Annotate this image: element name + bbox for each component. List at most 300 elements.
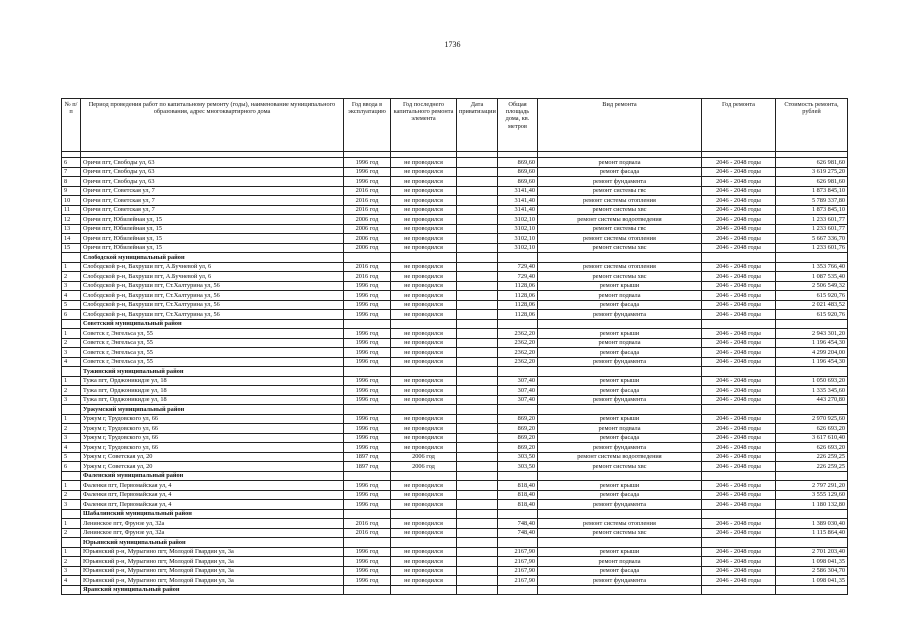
section-title: Уржумский муниципальный район — [81, 405, 344, 415]
cell-repair-kind: ремонт системы водоотведения — [538, 215, 702, 225]
cell-repair-kind: ремонт фундамента — [538, 177, 702, 187]
cell-commission-year: 2006 год — [344, 224, 391, 234]
cell-repair-period: 2046 - 2048 годы — [702, 357, 776, 367]
cell-address: Оричи пгт, Советская ул, 7 — [81, 196, 344, 206]
table-row — [62, 234, 848, 244]
cell-commission-year: 1996 год — [344, 566, 391, 576]
cell-repair-cost: 626 693,20 — [776, 443, 848, 453]
empty-cell — [776, 253, 848, 263]
cell-repair-cost: 443 270,80 — [776, 395, 848, 405]
cell-last-repair: не проводился — [391, 272, 457, 282]
header-commission-year: Год ввода в эксплуатацию — [344, 99, 391, 152]
cell-total-area: 869,20 — [498, 433, 538, 443]
cell-repair-cost: 1 196 454,30 — [776, 338, 848, 348]
empty-cell — [498, 471, 538, 481]
cell-repair-kind: ремонт крыши — [538, 281, 702, 291]
cell-number: 4 — [62, 576, 81, 586]
cell-repair-kind: ремонт фасада — [538, 300, 702, 310]
cell-address: Фаленки пгт, Первомайская ул, 4 — [81, 490, 344, 500]
cell-commission-year: 2016 год — [344, 519, 391, 529]
empty-cell — [702, 471, 776, 481]
cell-repair-cost: 1 115 864,40 — [776, 528, 848, 538]
cell-number: 12 — [62, 215, 81, 225]
cell-privatization-date — [457, 196, 498, 206]
cell-last-repair: 2006 год — [391, 462, 457, 472]
cell-address: Оричи пгт, Советская ул, 7 — [81, 186, 344, 196]
cell-number: 1 — [62, 547, 81, 557]
section-title: Яранский муниципальный район — [81, 585, 344, 595]
cell-total-area: 818,40 — [498, 500, 538, 510]
cell-repair-kind: ремонт системы водоотведения — [538, 452, 702, 462]
cell-number: 1 — [62, 481, 81, 491]
cell-last-repair: не проводился — [391, 177, 457, 187]
cell-repair-cost: 1 087 535,40 — [776, 272, 848, 282]
cell-total-area: 869,60 — [498, 167, 538, 177]
cell-address: Слободской р-н, Вахруши пгт, А.Бучневой ул, 6 — [81, 272, 344, 282]
table-row — [62, 272, 848, 282]
cell-last-repair: не проводился — [391, 158, 457, 168]
cell-commission-year: 1996 год — [344, 291, 391, 301]
cell-privatization-date — [457, 262, 498, 272]
cell-total-area: 1128,06 — [498, 291, 538, 301]
cell-repair-kind: ремонт фундамента — [538, 357, 702, 367]
cell-last-repair: не проводился — [391, 310, 457, 320]
cell-last-repair: не проводился — [391, 490, 457, 500]
table-row — [62, 386, 848, 396]
cell-privatization-date — [457, 234, 498, 244]
cell-commission-year: 1996 год — [344, 158, 391, 168]
empty-cell — [776, 319, 848, 329]
cell-last-repair: не проводился — [391, 395, 457, 405]
cell-total-area: 3141,40 — [498, 196, 538, 206]
cell-address: Оричи пгт, Свободы ул, 63 — [81, 158, 344, 168]
section-title: Слободской муниципальный район — [81, 253, 344, 263]
empty-cell — [702, 319, 776, 329]
table-row — [62, 243, 848, 253]
table-row — [62, 557, 848, 567]
cell-repair-period: 2046 - 2048 годы — [702, 215, 776, 225]
table-row — [62, 310, 848, 320]
section-title: Тужинский муниципальный район — [81, 367, 344, 377]
cell-address: Оричи пгт, Свободы ул, 63 — [81, 167, 344, 177]
cell-total-area: 3141,40 — [498, 205, 538, 215]
cell-number: 2 — [62, 386, 81, 396]
cell-repair-cost: 226 259,25 — [776, 452, 848, 462]
cell-repair-cost: 3 555 129,60 — [776, 490, 848, 500]
table-row — [62, 462, 848, 472]
empty-cell — [498, 367, 538, 377]
cell-repair-cost: 1 098 041,35 — [776, 576, 848, 586]
cell-commission-year: 2006 год — [344, 215, 391, 225]
cell-last-repair: не проводился — [391, 329, 457, 339]
cell-repair-period: 2046 - 2048 годы — [702, 272, 776, 282]
cell-repair-kind: ремонт подвала — [538, 557, 702, 567]
header-repair-period: Год ремонта — [702, 99, 776, 152]
cell-commission-year: 1996 год — [344, 424, 391, 434]
empty-cell — [498, 509, 538, 519]
cell-address: Слободской р-н, Вахруши пгт, А.Бучневой ул, 6 — [81, 262, 344, 272]
cell-repair-kind: ремонт фасада — [538, 167, 702, 177]
cell-number — [62, 538, 81, 548]
empty-cell — [538, 538, 702, 548]
table-row — [62, 205, 848, 215]
table-row — [62, 395, 848, 405]
empty-cell — [344, 509, 391, 519]
empty-cell — [391, 509, 457, 519]
cell-repair-cost: 1 233 601,77 — [776, 224, 848, 234]
cell-privatization-date — [457, 490, 498, 500]
table-row — [62, 481, 848, 491]
cell-repair-kind: ремонт системы хвс — [538, 272, 702, 282]
cell-total-area: 869,20 — [498, 414, 538, 424]
cell-address: Слободской р-н, Вахруши пгт, Ст.Халтурина ул, 56 — [81, 291, 344, 301]
cell-number: 3 — [62, 281, 81, 291]
cell-repair-period: 2046 - 2048 годы — [702, 566, 776, 576]
cell-repair-period: 2046 - 2048 годы — [702, 329, 776, 339]
cell-number: 6 — [62, 158, 81, 168]
cell-privatization-date — [457, 395, 498, 405]
cell-address: Слободской р-н, Вахруши пгт, Ст.Халтурина ул, 56 — [81, 310, 344, 320]
cell-repair-kind: ремонт фундамента — [538, 500, 702, 510]
cell-repair-period: 2046 - 2048 годы — [702, 424, 776, 434]
cell-repair-cost: 226 259,25 — [776, 462, 848, 472]
cell-last-repair: не проводился — [391, 481, 457, 491]
cell-repair-period: 2046 - 2048 годы — [702, 291, 776, 301]
cell-address: Оричи пгт, Юбилейная ул, 15 — [81, 243, 344, 253]
cell-commission-year: 1996 год — [344, 357, 391, 367]
cell-address: Слободской р-н, Вахруши пгт, Ст.Халтурина ул, 56 — [81, 300, 344, 310]
cell-repair-kind: ремонт системы хвс — [538, 528, 702, 538]
cell-total-area: 818,40 — [498, 481, 538, 491]
cell-repair-kind: ремонт фасада — [538, 566, 702, 576]
cell-address: Уржум г, Советская ул, 20 — [81, 452, 344, 462]
cell-privatization-date — [457, 310, 498, 320]
empty-cell — [776, 509, 848, 519]
table-row — [62, 215, 848, 225]
cell-repair-period: 2046 - 2048 годы — [702, 205, 776, 215]
cell-repair-period: 2046 - 2048 годы — [702, 462, 776, 472]
repair-schedule-table — [61, 98, 848, 595]
cell-total-area: 2362,20 — [498, 338, 538, 348]
cell-address: Советск г, Энгельса ул, 55 — [81, 357, 344, 367]
cell-privatization-date — [457, 281, 498, 291]
cell-total-area: 729,40 — [498, 272, 538, 282]
cell-privatization-date — [457, 243, 498, 253]
cell-privatization-date — [457, 576, 498, 586]
cell-commission-year: 2016 год — [344, 262, 391, 272]
cell-repair-period: 2046 - 2048 годы — [702, 300, 776, 310]
cell-repair-kind: ремонт системы гвс — [538, 186, 702, 196]
section-row — [62, 319, 848, 329]
cell-total-area: 3102,10 — [498, 234, 538, 244]
cell-repair-cost: 626 981,60 — [776, 158, 848, 168]
cell-repair-kind: ремонт крыши — [538, 329, 702, 339]
cell-commission-year: 1996 год — [344, 310, 391, 320]
cell-privatization-date — [457, 557, 498, 567]
cell-repair-cost: 1 873 845,10 — [776, 186, 848, 196]
cell-commission-year: 1897 год — [344, 452, 391, 462]
cell-address: Оричи пгт, Юбилейная ул, 15 — [81, 215, 344, 225]
table-row — [62, 224, 848, 234]
cell-commission-year: 1996 год — [344, 490, 391, 500]
table-header-row — [62, 99, 848, 152]
cell-number: 6 — [62, 462, 81, 472]
cell-repair-cost: 1 233 601,76 — [776, 243, 848, 253]
cell-repair-kind: ремонт системы отопления — [538, 262, 702, 272]
cell-number — [62, 253, 81, 263]
cell-number: 8 — [62, 177, 81, 187]
cell-repair-cost: 615 920,76 — [776, 310, 848, 320]
empty-cell — [457, 471, 498, 481]
cell-commission-year: 1996 год — [344, 481, 391, 491]
cell-number — [62, 471, 81, 481]
cell-commission-year: 1996 год — [344, 281, 391, 291]
cell-repair-cost: 1 196 454,30 — [776, 357, 848, 367]
cell-commission-year: 1996 год — [344, 386, 391, 396]
cell-privatization-date — [457, 158, 498, 168]
table-row — [62, 357, 848, 367]
cell-repair-period: 2046 - 2048 годы — [702, 528, 776, 538]
cell-last-repair: не проводился — [391, 281, 457, 291]
empty-cell — [702, 538, 776, 548]
cell-total-area: 2362,20 — [498, 348, 538, 358]
cell-address: Советск г, Энгельса ул, 55 — [81, 329, 344, 339]
empty-cell — [457, 253, 498, 263]
table-row — [62, 300, 848, 310]
cell-repair-kind: ремонт крыши — [538, 414, 702, 424]
cell-privatization-date — [457, 376, 498, 386]
cell-number: 5 — [62, 300, 81, 310]
cell-number — [62, 585, 81, 595]
header-repair-cost: Стоимость ремонта, рублей — [776, 99, 848, 152]
section-row — [62, 405, 848, 415]
section-title: Юрьянский муниципальный район — [81, 538, 344, 548]
cell-number: 4 — [62, 443, 81, 453]
cell-repair-period: 2046 - 2048 годы — [702, 481, 776, 491]
table-row — [62, 291, 848, 301]
cell-repair-period: 2046 - 2048 годы — [702, 281, 776, 291]
cell-last-repair: не проводился — [391, 224, 457, 234]
empty-cell — [344, 405, 391, 415]
cell-address: Оричи пгт, Свободы ул, 63 — [81, 177, 344, 187]
cell-number: 2 — [62, 424, 81, 434]
empty-cell — [538, 253, 702, 263]
cell-total-area: 869,20 — [498, 443, 538, 453]
cell-number: 13 — [62, 224, 81, 234]
table-row — [62, 452, 848, 462]
cell-privatization-date — [457, 357, 498, 367]
cell-repair-kind: ремонт крыши — [538, 547, 702, 557]
empty-cell — [391, 253, 457, 263]
cell-privatization-date — [457, 443, 498, 453]
cell-total-area: 1128,06 — [498, 281, 538, 291]
cell-last-repair: не проводился — [391, 234, 457, 244]
cell-last-repair: не проводился — [391, 167, 457, 177]
empty-cell — [702, 367, 776, 377]
cell-repair-cost: 1 098 041,35 — [776, 557, 848, 567]
empty-cell — [457, 319, 498, 329]
cell-last-repair: не проводился — [391, 500, 457, 510]
cell-number: 3 — [62, 433, 81, 443]
cell-repair-kind: ремонт фасада — [538, 490, 702, 500]
table-row — [62, 158, 848, 168]
cell-privatization-date — [457, 224, 498, 234]
empty-cell — [776, 585, 848, 595]
cell-privatization-date — [457, 452, 498, 462]
cell-repair-period: 2046 - 2048 годы — [702, 348, 776, 358]
cell-repair-kind: ремонт крыши — [538, 481, 702, 491]
cell-last-repair: не проводился — [391, 528, 457, 538]
table-row — [62, 519, 848, 529]
section-row — [62, 538, 848, 548]
cell-number: 5 — [62, 452, 81, 462]
section-title: Шабалинский муниципальный район — [81, 509, 344, 519]
cell-total-area: 869,20 — [498, 424, 538, 434]
cell-address: Уржум г, Трудовского ул, 66 — [81, 424, 344, 434]
cell-total-area: 303,50 — [498, 462, 538, 472]
table-row — [62, 490, 848, 500]
cell-address: Оричи пгт, Советская ул, 7 — [81, 205, 344, 215]
cell-total-area: 869,60 — [498, 177, 538, 187]
cell-number: 15 — [62, 243, 81, 253]
cell-privatization-date — [457, 386, 498, 396]
empty-cell — [391, 319, 457, 329]
section-row — [62, 471, 848, 481]
cell-commission-year: 2006 год — [344, 234, 391, 244]
cell-number: 1 — [62, 376, 81, 386]
cell-commission-year: 2016 год — [344, 205, 391, 215]
cell-last-repair: не проводился — [391, 348, 457, 358]
cell-total-area: 2167,90 — [498, 547, 538, 557]
cell-last-repair: не проводился — [391, 519, 457, 529]
cell-address: Фаленки пгт, Первомайская ул, 4 — [81, 500, 344, 510]
cell-repair-kind: ремонт системы хвс — [538, 462, 702, 472]
cell-total-area: 2167,90 — [498, 557, 538, 567]
table-row — [62, 576, 848, 586]
cell-commission-year: 2016 год — [344, 272, 391, 282]
cell-repair-cost: 626 693,20 — [776, 424, 848, 434]
cell-commission-year: 1996 год — [344, 547, 391, 557]
cell-privatization-date — [457, 205, 498, 215]
cell-address: Юрьянский р-н, Мурыгино пгт, Молодой Гвардии ул, 3а — [81, 547, 344, 557]
table-row — [62, 500, 848, 510]
cell-repair-kind: ремонт фасада — [538, 386, 702, 396]
header-number: № п/п — [62, 99, 81, 152]
empty-cell — [457, 509, 498, 519]
section-title: Фаленский муниципальный район — [81, 471, 344, 481]
cell-repair-kind: ремонт подвала — [538, 424, 702, 434]
cell-repair-cost: 2 586 304,70 — [776, 566, 848, 576]
table-row — [62, 262, 848, 272]
empty-cell — [457, 538, 498, 548]
cell-address: Юрьянский р-н, Мурыгино пгт, Молодой Гвардии ул, 3а — [81, 576, 344, 586]
cell-repair-period: 2046 - 2048 годы — [702, 386, 776, 396]
cell-last-repair: не проводился — [391, 433, 457, 443]
empty-cell — [344, 253, 391, 263]
cell-repair-kind: ремонт системы отопления — [538, 196, 702, 206]
cell-repair-cost: 4 299 204,00 — [776, 348, 848, 358]
table-row — [62, 443, 848, 453]
cell-address: Ленинское пгт, Фрунзе ул, 32а — [81, 519, 344, 529]
table-row — [62, 281, 848, 291]
cell-repair-cost: 1 353 766,40 — [776, 262, 848, 272]
cell-address: Тужа пгт, Орджоникидзе ул, 18 — [81, 376, 344, 386]
header-last-repair: Год последнего капитального ремонта элемента — [391, 99, 457, 152]
table-row — [62, 433, 848, 443]
table-row — [62, 566, 848, 576]
cell-total-area: 1128,06 — [498, 310, 538, 320]
cell-repair-period: 2046 - 2048 годы — [702, 262, 776, 272]
cell-repair-period: 2046 - 2048 годы — [702, 186, 776, 196]
empty-cell — [538, 585, 702, 595]
cell-number: 2 — [62, 528, 81, 538]
cell-address: Уржум г, Трудовского ул, 66 — [81, 433, 344, 443]
cell-repair-kind: ремонт фасада — [538, 433, 702, 443]
cell-repair-period: 2046 - 2048 годы — [702, 158, 776, 168]
header-repair-kind: Вид ремонта — [538, 99, 702, 152]
cell-privatization-date — [457, 215, 498, 225]
cell-commission-year: 1996 год — [344, 177, 391, 187]
cell-repair-period: 2046 - 2048 годы — [702, 243, 776, 253]
cell-last-repair: не проводился — [391, 547, 457, 557]
cell-privatization-date — [457, 300, 498, 310]
empty-cell — [498, 405, 538, 415]
table-row — [62, 547, 848, 557]
empty-cell — [344, 538, 391, 548]
cell-last-repair: не проводился — [391, 386, 457, 396]
cell-number: 2 — [62, 338, 81, 348]
cell-repair-kind: ремонт подвала — [538, 158, 702, 168]
empty-cell — [702, 253, 776, 263]
cell-repair-kind: ремонт фундамента — [538, 310, 702, 320]
cell-last-repair: не проводился — [391, 576, 457, 586]
cell-repair-period: 2046 - 2048 годы — [702, 490, 776, 500]
cell-number: 2 — [62, 490, 81, 500]
cell-commission-year: 1996 год — [344, 557, 391, 567]
section-title: Советский муниципальный район — [81, 319, 344, 329]
cell-privatization-date — [457, 338, 498, 348]
cell-repair-period: 2046 - 2048 годы — [702, 576, 776, 586]
cell-privatization-date — [457, 424, 498, 434]
cell-repair-kind: ремонт системы отопления — [538, 519, 702, 529]
cell-total-area: 1128,06 — [498, 300, 538, 310]
cell-privatization-date — [457, 500, 498, 510]
cell-repair-period: 2046 - 2048 годы — [702, 452, 776, 462]
cell-repair-cost: 1 050 693,20 — [776, 376, 848, 386]
cell-repair-cost: 2 970 925,60 — [776, 414, 848, 424]
cell-number: 2 — [62, 557, 81, 567]
empty-cell — [776, 538, 848, 548]
cell-address: Тужа пгт, Орджоникидзе ул, 18 — [81, 386, 344, 396]
cell-commission-year: 2016 год — [344, 196, 391, 206]
header-address: Период проведения работ по капитальному ремонту (годы), наименование муниципального образования, адрес многоквартирного дома — [81, 99, 344, 152]
empty-cell — [702, 585, 776, 595]
empty-cell — [498, 538, 538, 548]
cell-repair-kind: ремонт подвала — [538, 338, 702, 348]
cell-repair-period: 2046 - 2048 годы — [702, 557, 776, 567]
cell-total-area: 3102,10 — [498, 243, 538, 253]
cell-total-area: 2167,90 — [498, 566, 538, 576]
table-row — [62, 167, 848, 177]
cell-number: 11 — [62, 205, 81, 215]
cell-last-repair: не проводился — [391, 300, 457, 310]
section-row — [62, 585, 848, 595]
cell-number: 7 — [62, 167, 81, 177]
cell-commission-year: 1996 год — [344, 338, 391, 348]
cell-address: Уржум г, Трудовского ул, 66 — [81, 414, 344, 424]
cell-privatization-date — [457, 186, 498, 196]
cell-commission-year: 2016 год — [344, 528, 391, 538]
